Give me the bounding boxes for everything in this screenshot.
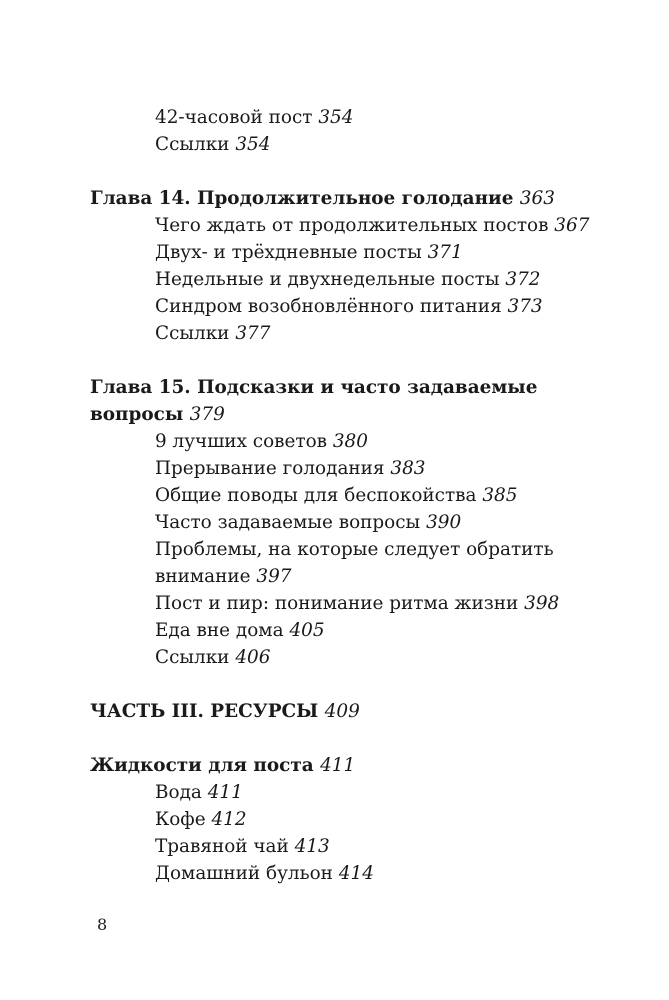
toc-page-number: 405 [289, 620, 325, 641]
toc-entry [90, 239, 630, 266]
toc-page-number: 406 [235, 647, 271, 668]
toc-entry-title: Вода [155, 782, 202, 803]
table-of-contents [90, 104, 630, 887]
toc-entry [90, 293, 630, 320]
toc-entry-title: Синдром возобновлённого питания [155, 296, 502, 317]
section-gap [90, 347, 630, 374]
toc-entry [90, 428, 630, 455]
toc-entry-title: Травяной чай [155, 836, 289, 857]
toc-entry [90, 536, 630, 563]
toc-entry [90, 806, 630, 833]
toc-entry-title: Ссылки [155, 647, 230, 668]
toc-chapter-15-continued [90, 401, 630, 428]
toc-chapter-15 [90, 374, 630, 401]
toc-page-number: 397 [256, 566, 292, 587]
toc-entry [90, 860, 630, 887]
toc-page-number: 409 [324, 701, 360, 722]
toc-entry [90, 617, 630, 644]
chapter-title-line-2: вопросы [90, 404, 184, 425]
toc-entry-title: Общие поводы для беспокойства [155, 485, 477, 506]
toc-page-number: 363 [519, 188, 555, 209]
toc-page-number: 383 [390, 458, 426, 479]
toc-part-3 [90, 698, 630, 725]
toc-entry-title: Прерывание голодания [155, 458, 385, 479]
toc-page-number: 379 [189, 404, 225, 425]
toc-page-number: 367 [554, 215, 590, 236]
toc-entry [90, 104, 630, 131]
toc-entry-continued [90, 563, 630, 590]
toc-entry [90, 509, 630, 536]
toc-page-number: 411 [207, 782, 243, 803]
part-title: ЧАСТЬ III. РЕСУРСЫ [90, 701, 319, 722]
toc-entry [90, 131, 630, 158]
page-number: 8 [97, 915, 108, 934]
toc-chapter-14 [90, 185, 630, 212]
toc-entry-title: Ссылки [155, 323, 230, 344]
section-gap [90, 158, 630, 185]
toc-page-number: 371 [427, 242, 463, 263]
toc-entry [90, 833, 630, 860]
toc-page-number: 354 [235, 134, 271, 155]
toc-entry-title: Домашний бульон [155, 863, 333, 884]
toc-page-number: 354 [318, 107, 354, 128]
toc-entry [90, 320, 630, 347]
toc-entry [90, 212, 630, 239]
toc-entry-title: Еда вне дома [155, 620, 284, 641]
toc-entry-title: Пост и пир: понимание ритма жизни [155, 593, 519, 614]
toc-page-number: 398 [524, 593, 560, 614]
toc-entry [90, 590, 630, 617]
section-gap [90, 725, 630, 752]
toc-page-number: 380 [332, 431, 368, 452]
toc-page-number: 414 [338, 863, 374, 884]
toc-entry [90, 482, 630, 509]
toc-entry-title: Двух- и трёхдневные посты [155, 242, 422, 263]
toc-entry [90, 266, 630, 293]
toc-page-number: 413 [294, 836, 330, 857]
toc-entry [90, 455, 630, 482]
toc-entry-title: Ссылки [155, 134, 230, 155]
toc-entry-title: Чего ждать от продолжительных постов [155, 215, 549, 236]
toc-entry-title: 9 лучших советов [155, 431, 327, 452]
chapter-title-line-1: Глава 15. Подсказки и часто задаваемые [90, 377, 538, 398]
toc-page-number: 372 [505, 269, 541, 290]
toc-entry-title: 42-часовой пост [155, 107, 313, 128]
toc-entry-title: Кофе [155, 809, 206, 830]
toc-entry [90, 779, 630, 806]
toc-page-number: 377 [235, 323, 271, 344]
toc-entry-title: Часто задаваемые вопросы [155, 512, 421, 533]
toc-page-number: 385 [482, 485, 518, 506]
toc-page-number: 390 [426, 512, 462, 533]
toc-page-number: 412 [211, 809, 247, 830]
section-title: Жидкости для поста [90, 755, 314, 776]
toc-page-number: 373 [507, 296, 543, 317]
toc-section-fluids [90, 752, 630, 779]
chapter-title: Глава 14. Продолжительное голодание [90, 188, 514, 209]
toc-page-number: 411 [320, 755, 356, 776]
section-gap [90, 671, 630, 698]
toc-entry-title: Недельные и двухнедельные посты [155, 269, 500, 290]
toc-entry [90, 644, 630, 671]
toc-entry-title-line-2: внимание [155, 566, 251, 587]
toc-entry-title-line-1: Проблемы, на которые следует обратить [155, 539, 554, 560]
